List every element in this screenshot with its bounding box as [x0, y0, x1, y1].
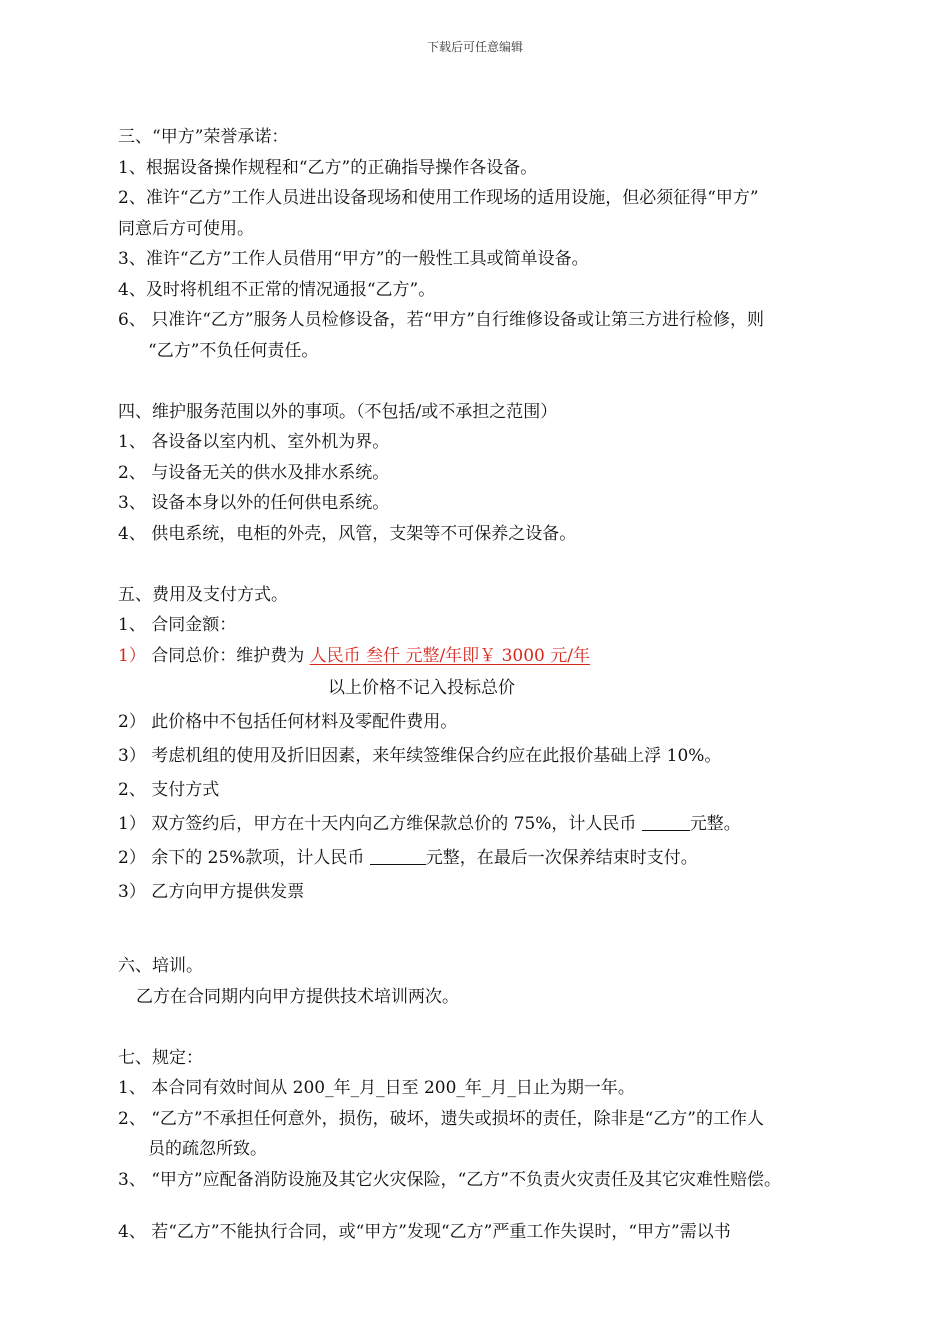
- s7-item-4: 4、 若“乙方”不能执行合同，或“甲方”发现“乙方”严重工作失误时，“甲方”需以书: [118, 1222, 731, 1242]
- s4-item-1: 1、 各设备以室内机、室外机为界。: [118, 432, 390, 452]
- spacer: [118, 366, 898, 397]
- section-3: [118, 122, 898, 366]
- s6-item-1: 乙方在合同期内向甲方提供技术培训两次。: [136, 986, 459, 1007]
- document-body: [118, 122, 898, 1248]
- s5-total-price: [118, 641, 898, 672]
- payment-1-suffix: 元整。: [689, 814, 741, 834]
- price-label: 合同总价：维护费为: [145, 645, 310, 666]
- s3-item-1: 1、根据设备操作规程和“乙方”的正确指导操作各设备。: [118, 157, 538, 178]
- s7-item-2-cont: 员的疏忽所致。: [148, 1139, 267, 1159]
- s3-item-6-cont: “乙方”不负任何责任。: [148, 340, 319, 361]
- s7-item-2: 2、 “乙方”不承担任何意外，损伤，破坏，遗失或损坏的责任，除非是“乙方”的工作人: [118, 1108, 764, 1129]
- s7-item-3: 3、 “甲方”应配备消防设施及其它火灾保险，“乙方”不负责火灾责任及其它灾难性赔偿。: [118, 1169, 781, 1190]
- s5-payment-1: [118, 807, 898, 841]
- s5-payment-3: 3） 乙方向甲方提供发票: [118, 882, 305, 902]
- payment-1-text: 1） 双方签约后，甲方在十天内向乙方维保款总价的 75%，计人民币: [118, 814, 642, 834]
- s5-price-2: 2） 此价格中不包括任何材料及零配件费用。: [118, 712, 458, 732]
- section-5-title: 五、费用及支付方式。: [118, 584, 288, 605]
- blank-amount-1[interactable]: [642, 812, 690, 831]
- s3-item-3: 3、准许“乙方”工作人员借用“甲方”的一般性工具或简单设备。: [118, 249, 589, 269]
- s5-item-1: 1、 合同金额：: [118, 615, 237, 635]
- s5-item-2: 2、 支付方式: [118, 780, 220, 800]
- section-6: [118, 951, 898, 1012]
- s5-price-3: 3） 考虑机组的使用及折旧因素，来年续签维保合约应在此报价基础上浮 10%。: [118, 746, 722, 766]
- price-item-number: 1）: [118, 645, 146, 666]
- s4-item-4: 4、 供电系统，电柜的外壳，风管，支架等不可保养之设备。: [118, 523, 577, 544]
- spacer: [118, 1195, 898, 1217]
- s3-item-6: 6、 只准许“乙方”服务人员检修设备，若“甲方”自行维修设备或让第三方进行检修，则: [118, 310, 764, 330]
- page-header: 下载后可任意编辑: [426, 40, 523, 54]
- spacer: [118, 909, 898, 951]
- s4-item-2: 2、 与设备无关的供水及排水系统。: [118, 462, 390, 483]
- section-4-title: 四、维护服务范围以外的事项。（不包括/或不承担之范围）: [118, 401, 558, 422]
- price-amount: 人民币 叁仟 元整/年即￥ 3000 元/年: [309, 645, 590, 666]
- section-7-title: 七、规定：: [118, 1047, 203, 1068]
- section-5: [118, 580, 898, 910]
- section-4: [118, 397, 898, 550]
- section-3-title: 三、“甲方”荣誉承诺：: [118, 127, 289, 147]
- spacer: [118, 1012, 898, 1043]
- s3-item-2: 2、准许“乙方”工作人员进出设备现场和使用工作现场的适用设施，但必须征得“甲方”: [118, 188, 759, 208]
- s7-item-1: 1、 本合同有效时间从 200_年_月_日至 200_年_月_日止为期一年。: [118, 1078, 635, 1098]
- blank-amount-2[interactable]: [370, 846, 426, 865]
- s3-item-2-cont: 同意后方可使用。: [118, 218, 254, 239]
- section-6-title: 六、培训。: [118, 956, 203, 976]
- s3-item-4: 4、及时将机组不正常的情况通报“乙方”。: [118, 279, 436, 300]
- payment-2-text: 2） 余下的 25%款项，计人民币: [118, 848, 370, 868]
- payment-2-suffix: 元整，在最后一次保养结束时支付。: [425, 848, 698, 868]
- spacer: [118, 549, 898, 580]
- s4-item-3: 3、 设备本身以外的任何供电系统。: [118, 493, 390, 513]
- price-note: 以上价格不记入投标总价: [328, 678, 515, 698]
- s5-payment-2: [118, 841, 898, 875]
- section-7: [118, 1043, 898, 1248]
